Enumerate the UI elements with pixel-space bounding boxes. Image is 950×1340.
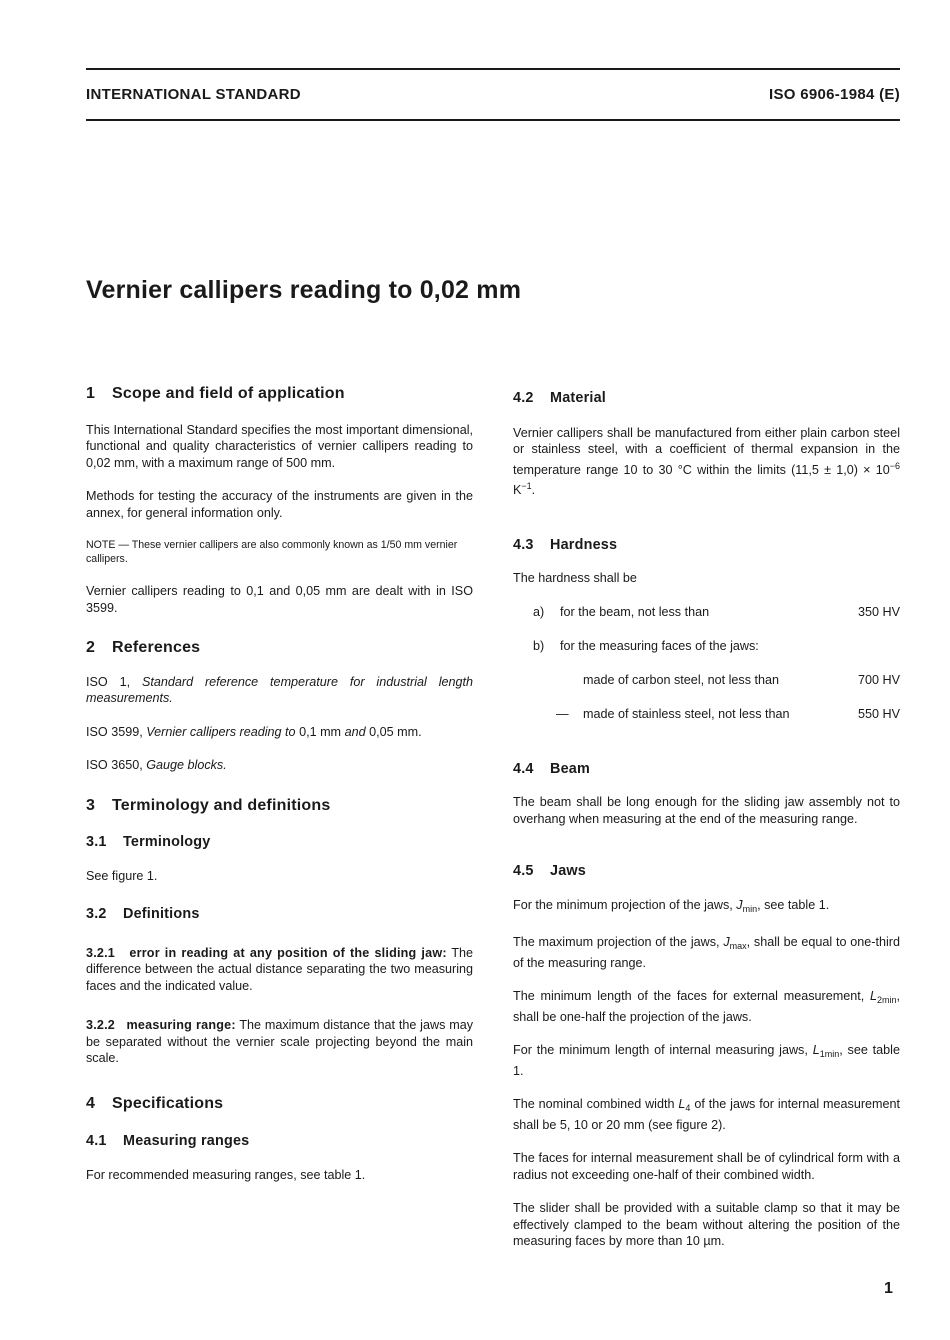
jaws-paragraph-3: The minimum length of the faces for external measurement, $L_{2min}$, shall be one-half the projection of the jaws. bbox=[513, 989, 901, 1024]
reference-iso-1: ISO 1, Standard reference temperature for industrial length measurements. bbox=[86, 674, 474, 705]
page-number: 1 bbox=[884, 1280, 893, 1297]
hardness-item-b: b) for the measuring faces of the jaws: bbox=[533, 638, 759, 653]
section-4-4-text: The beam shall be long enough for the sliding jaw assembly not to overhang when measuring at the end of the measuring range. bbox=[513, 795, 900, 826]
section-3-1-heading: 3.1 Terminology bbox=[86, 834, 211, 850]
section-4-1-text: For recommended measuring ranges, see table 1. bbox=[86, 1167, 366, 1182]
section-4-2-text: Vernier callipers shall be manufactured from either plain carbon steel or stainless steel, with a coefficient of thermal expansion in the temperature range 10 to 30 °C within the limits $(11,5 \pm 1,0) \times 10^{-6}$ $K^{-1}$. bbox=[513, 425, 900, 497]
section-4-4-heading: 4.4 Beam bbox=[513, 760, 590, 777]
section-4-1-heading: 4.1 Measuring ranges bbox=[86, 1133, 250, 1149]
hardness-intro: The hardness shall be bbox=[513, 571, 637, 585]
hardness-item-b-carbon-steel: made of carbon steel, not less than 700 HV bbox=[583, 672, 900, 687]
header-standard-label: INTERNATIONAL STANDARD bbox=[86, 86, 301, 103]
section-1-heading: 1 Scope and field of application bbox=[86, 385, 345, 402]
header-document-id: ISO 6906-1984 (E) bbox=[768, 86, 900, 103]
section-1-paragraph-1: This International Standard specifies the most important dimensional, functional and quality characteristics of vernier callipers reading to 0,02 mm, with a maximum range of 500 mm. bbox=[86, 422, 473, 470]
reference-iso-3650: ISO 3650, Gauge blocks. bbox=[86, 758, 227, 772]
document-title: Vernier callipers reading to 0,02 mm bbox=[86, 276, 522, 304]
section-4-heading: 4 Specifications bbox=[86, 1094, 224, 1112]
hardness-item-a: a) for the beam, not less than 350 HV bbox=[533, 604, 900, 619]
reference-iso-3599: ISO 3599, Vernier callipers reading to 0,1 mm and 0,05 mm. bbox=[86, 724, 422, 739]
jaws-paragraph-5: The nominal combined width $L_4$ of the jaws for internal measurement shall be 5, 10 or 20 mm (see figure 2). bbox=[513, 1097, 901, 1132]
header-bottom-rule bbox=[86, 119, 900, 121]
jaws-paragraph-7: The slider shall be provided with a suitable clamp so that it may be effectively clamped to the beam without altering the position of the measuring faces by more than 10 µm. bbox=[513, 1201, 900, 1248]
right-column bbox=[513, 386, 900, 1250]
section-2-heading: 2 References bbox=[86, 639, 201, 656]
section-4-2-heading: 4.2 Material bbox=[513, 390, 606, 406]
section-3-2-heading: 3.2 Definitions bbox=[86, 906, 200, 922]
section-1-paragraph-3: Vernier callipers reading to 0,1 and 0,05 mm are dealt with in ISO 3599. bbox=[86, 584, 473, 615]
jaws-paragraph-2: The maximum projection of the jaws, $J_{max}$, shall be equal to one-third of the measuring range. bbox=[513, 935, 900, 970]
jaws-paragraph-6: The faces for internal measurement shall be of cylindrical form with a radius not exceeding one-half of their combined width. bbox=[513, 1151, 900, 1182]
section-3-1-text: See figure 1. bbox=[86, 868, 158, 883]
definition-3-2-1: 3.2.1 error in reading at any position of the sliding jaw: The difference between the actual distance separating the two measuring faces and the indicated value. bbox=[86, 945, 474, 993]
left-column bbox=[86, 386, 473, 1183]
section-1-note: NOTE — These vernier callipers are also commonly known as 1/50 mm vernier callipers. bbox=[86, 539, 458, 565]
jaws-paragraph-1: For the minimum projection of the jaws, $J_{min}$, see table 1. bbox=[513, 897, 830, 914]
section-4-3-heading: 4.3 Hardness bbox=[513, 536, 618, 553]
section-4-5-heading: 4.5 Jaws bbox=[513, 863, 587, 879]
header-top-rule bbox=[86, 68, 900, 70]
definition-3-2-2: 3.2.2 measuring range: The maximum distance that the jaws may be separated without the vernier scale projecting beyond the main scale. bbox=[86, 1018, 473, 1065]
section-1-paragraph-2: Methods for testing the accuracy of the instruments are given in the annex, for general information only. bbox=[86, 489, 473, 520]
hardness-item-b-stainless-steel: — made of stainless steel, not less than 550 HV bbox=[556, 706, 900, 721]
jaws-paragraph-4: For the minimum length of internal measuring jaws, $L_{1min}$, see table 1. bbox=[513, 1043, 900, 1078]
section-3-heading: 3 Terminology and definitions bbox=[86, 796, 331, 814]
